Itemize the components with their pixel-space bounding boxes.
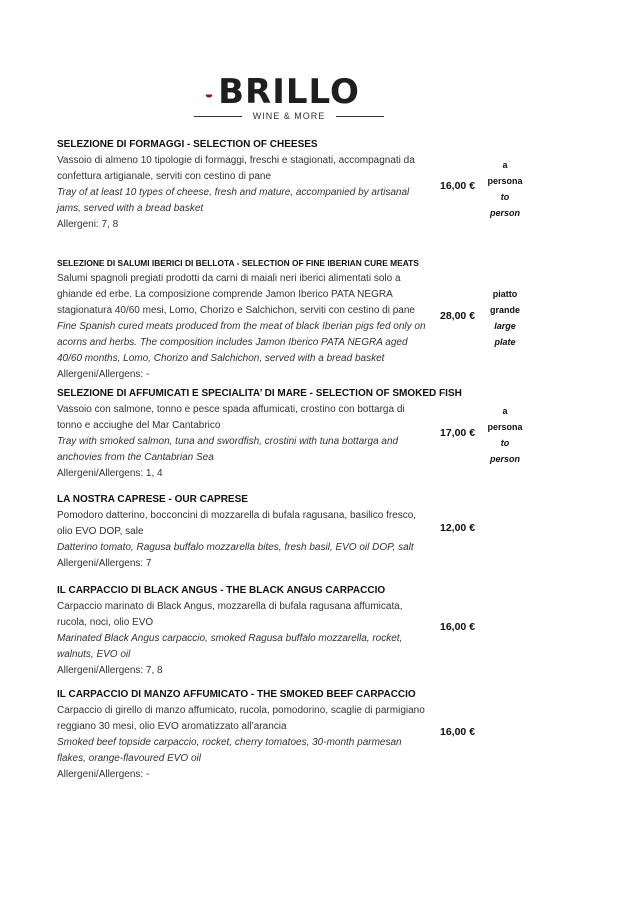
portion-note-it-2: persona	[487, 176, 523, 186]
menu-item-iberian-meats	[57, 255, 557, 383]
menu-item-caprese	[57, 492, 557, 572]
item-description-it: Carpaccio marinato di Black Angus, mozzarella di bufala ragusana affumicata, rucola, noci, olio EVO	[57, 601, 403, 628]
item-title: LA NOSTRA CAPRESE - OUR CAPRESE	[57, 494, 248, 505]
item-price: 16,00 €	[440, 726, 476, 738]
portion-note-it-1: a	[502, 160, 508, 170]
item-description-it: Vassoio con salmone, tonno e pesce spada affumicati, crostino con bottarga di tonno e acciughe del Mar Cantabrico	[57, 404, 405, 431]
item-description-en: Marinated Black Angus carpaccio, smoked Ragusa buffalo mozzarella, rocket, walnuts, EVO oil	[57, 633, 403, 660]
item-description-en: Tray with smoked salmon, tuna and swordfish, crostini with tuna bottarga and anchovies from the Cantabrian Sea	[57, 436, 399, 463]
divider-right	[336, 116, 384, 117]
item-description-it: Pomodoro datterino, bocconcini di mozzarella di bufala ragusana, basilico fresco, olio EVO DOP, sale	[57, 510, 417, 537]
brand-tagline-row	[194, 110, 384, 122]
item-allergens: Allergeni/Allergens: -	[57, 769, 150, 780]
menu-item-smoked-beef-carpaccio	[57, 687, 557, 783]
item-price: 16,00 €	[440, 621, 476, 633]
wine-glass-icon	[204, 91, 214, 103]
item-title: IL CARPACCIO DI BLACK ANGUS - THE BLACK ANGUS CARPACCIO	[57, 585, 386, 596]
portion-note	[477, 157, 533, 221]
portion-note-en-1: large	[494, 321, 516, 331]
item-price: 12,00 €	[440, 522, 476, 534]
item-allergens: Allergeni: 7, 8	[57, 219, 119, 230]
brand-logo	[194, 74, 384, 124]
portion-note-en-1: to	[500, 192, 510, 202]
item-title: SELEZIONE DI FORMAGGI - SELECTION OF CHEESES	[57, 139, 318, 150]
portion-note-en-2: plate	[494, 337, 516, 347]
item-description-en: Smoked beef topside carpaccio, rocket, cherry tomatoes, 30-month parmesan flakes, orange-flavoured EVO oil	[57, 737, 402, 764]
item-description-it: Vassoio di almeno 10 tipologie di formaggi, freschi e stagionati, accompagnati da confettura artigianale, serviti con cestino di pane	[57, 155, 415, 182]
item-price: 17,00 €	[440, 427, 476, 439]
item-description-en: Fine Spanish cured meats produced from the meat of black Iberian pigs fed only on acorns and herbs. The composition includes Jamon Iberico PATA NEGRA aged 40/60 months, Lomo, Chorizo and Salchichon, served with a bread basket	[57, 321, 426, 364]
menu-item-smoked-fish	[57, 386, 557, 482]
item-price: 16,00 €	[440, 180, 476, 192]
item-allergens: Allergeni/Allergens: 7	[57, 558, 152, 569]
item-title: IL CARPACCIO DI MANZO AFFUMICATO - THE SMOKED BEEF CARPACCIO	[57, 689, 416, 700]
brand-tagline: WINE & MORE	[252, 111, 326, 121]
portion-note	[477, 286, 533, 350]
item-price: 28,00 €	[440, 310, 476, 322]
item-description-en: Tray of at least 10 types of cheese, fresh and mature, accompanied by artisanal jams, served with a bread basket	[57, 187, 410, 214]
item-description-en: Datterino tomato, Ragusa buffalo mozzarella bites, fresh basil, EVO oil DOP, salt	[57, 542, 414, 553]
item-description-it: Salumi spagnoli pregiati prodotti da carni di maiali neri iberici alimentati solo a ghiande ed erbe. La composizione comprende Jamon Iberico PATA NEGRA stagionatura 40/60 mesi, Lomo, Chorizo e Salchichon, serviti con cestino di pane	[57, 273, 415, 316]
item-title: SELEZIONE DI AFFUMICATI E SPECIALITA’ DI MARE - SELECTION OF SMOKED FISH	[57, 388, 462, 399]
portion-note-en-1: to	[500, 438, 510, 448]
item-title: SELEZIONE DI SALUMI IBERICI DI BELLOTA - SELECTION OF FINE IBERIAN CURE MEATS	[57, 258, 419, 268]
item-allergens: Allergeni/Allergens: -	[57, 369, 150, 380]
portion-note-en-2: person	[489, 454, 520, 464]
menu-item-black-angus-carpaccio	[57, 583, 557, 679]
item-allergens: Allergeni/Allergens: 7, 8	[57, 665, 163, 676]
item-allergens: Allergeni/Allergens: 1, 4	[57, 468, 163, 479]
portion-note-it-1: a	[502, 406, 508, 416]
brand-name: BRILLO	[218, 72, 360, 112]
portion-note-it-2: grande	[489, 305, 520, 315]
menu-item-cheeses	[57, 137, 557, 233]
portion-note-it-2: persona	[487, 422, 523, 432]
portion-note-it-1: piatto	[492, 289, 518, 299]
portion-note-en-2: person	[489, 208, 520, 218]
item-description-it: Carpaccio di girello di manzo affumicato, rucola, pomodorino, scaglie di parmigiano reggiano 30 mesi, olio EVO aromatizzato all’arancia	[57, 705, 425, 732]
portion-note	[477, 403, 533, 467]
